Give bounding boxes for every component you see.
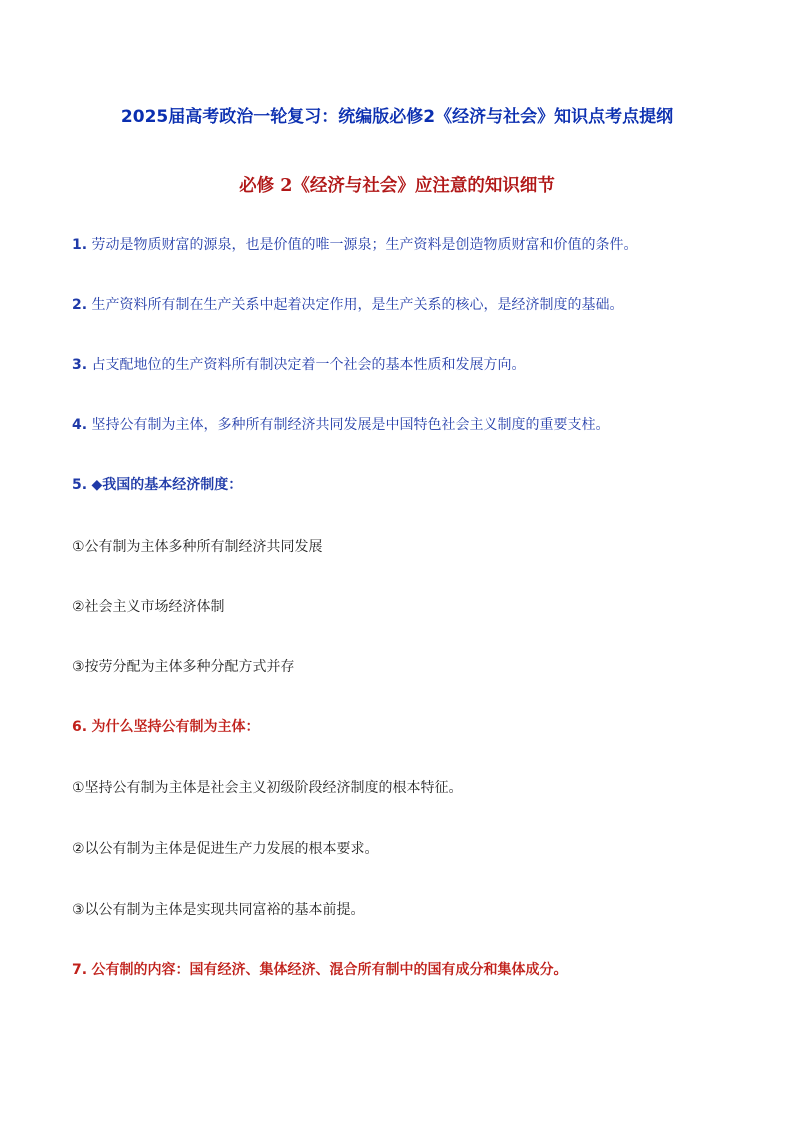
point-2 [72,294,624,314]
point-number: 5. [72,477,88,493]
basic-system-3: ③按劳分配为主体多种分配方式并存 [72,659,295,675]
basic-system-1: ①公有制为主体多种所有制经济共同发展 [72,539,323,555]
point-text: 公有制的内容：国有经济、集体经济、混合所有制中的国有成分和集体成分。 [91,962,568,978]
point-text: 劳动是物质财富的源泉，也是价值的唯一源泉；生产资料是创造物质财富和价值的条件。 [91,237,638,253]
point-7 [72,959,568,979]
basic-system-2: ②社会主义市场经济体制 [72,599,225,615]
reason-3: ③以公有制为主体是实现共同富裕的基本前提。 [72,902,365,918]
point-text: 坚持公有制为主体，多种所有制经济共同发展是中国特色社会主义制度的重要支柱。 [91,417,610,433]
point-number: 6. [72,719,88,735]
reason-1: ①坚持公有制为主体是社会主义初级阶段经济制度的根本特征。 [72,780,463,796]
point-number: 2. [72,297,88,313]
document-title: 2025届高考政治一轮复习：统编版必修2《经济与社会》知识点考点提纲 [120,107,674,127]
point-text: 占支配地位的生产资料所有制决定着一个社会的基本性质和发展方向。 [91,357,526,373]
diamond-bullet-icon: ◆ [91,477,103,493]
reason-2: ②以公有制为主体是促进生产力发展的根本要求。 [72,841,379,857]
point-number: 4. [72,417,88,433]
point-text: 为什么坚持公有制为主体： [91,719,260,735]
point-6 [72,716,260,736]
point-4 [72,414,610,434]
point-number: 7. [72,962,88,978]
point-3 [72,354,526,374]
point-5 [72,474,242,494]
point-text: 我国的基本经济制度： [102,477,243,493]
section-title: 必修 2《经济与社会》应注意的知识细节 [239,176,555,196]
point-text: 生产资料所有制在生产关系中起着决定作用，是生产关系的核心，是经济制度的基础。 [91,297,624,313]
point-number: 3. [72,357,88,373]
point-1 [72,234,638,254]
point-number: 1. [72,237,88,253]
